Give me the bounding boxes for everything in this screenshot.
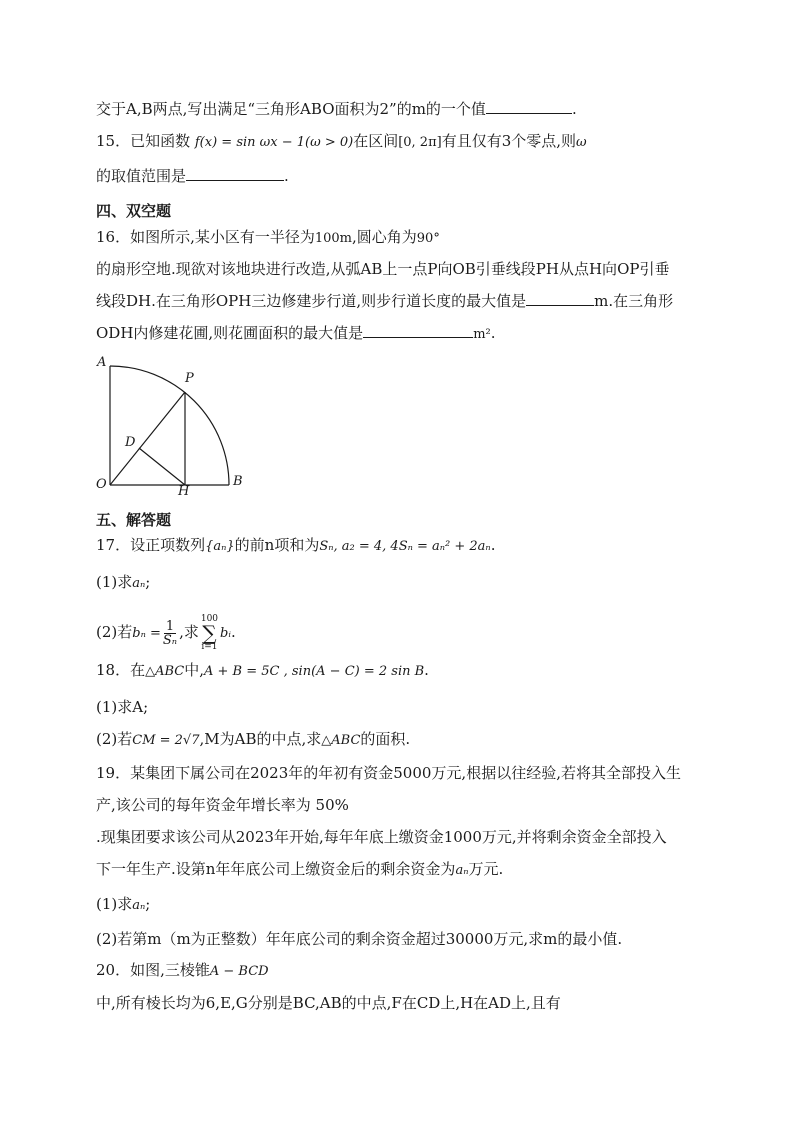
q18-triangle-2: △ABC [321, 733, 361, 748]
q18-cm: CM = 2√7 [132, 733, 200, 748]
sum-symbol: ∑ [202, 621, 217, 645]
question-16-line2: 的扇形空地.现欲对该地块进行改造,从弧AB上一点P向OB引垂线段PH从点H向OP引垂 [96, 260, 670, 278]
question-19-line3: .现集团要求该公司从2023年开始,每年年底上缴资金1000万元,并将剩余资金全部投入 [96, 828, 667, 846]
q20-pyramid: A − BCD [209, 964, 269, 979]
q17-part2-text: (2)若 [96, 623, 133, 641]
q18-part2-text-3: 的面积. [360, 730, 411, 748]
q16-text-4: m.在三角形 [594, 292, 674, 310]
answer-blank-15[interactable] [186, 165, 284, 181]
sum-lower: i=1 [201, 642, 218, 652]
q18-triangle: △ABC [145, 664, 185, 679]
q16-angle: 90° [416, 231, 440, 246]
q19-text: 下一年生产.设第n年年底公司上缴资金后的剩余资金为 [96, 860, 456, 878]
question-17-part2 [96, 614, 236, 652]
question-15 [96, 131, 587, 153]
q18-text: 18．在 [96, 661, 146, 679]
q15-text: 在区间 [353, 132, 399, 150]
answer-blank-16b[interactable] [363, 322, 473, 338]
section-heading-5: 五、解答题 [96, 511, 172, 529]
period: . [424, 661, 429, 679]
question-17-part1 [96, 572, 150, 594]
question-19-part1 [96, 894, 150, 916]
q19-an: aₙ [455, 863, 469, 878]
segment-dh [139, 448, 185, 485]
question-19-line4 [96, 859, 503, 881]
label-h: H [178, 484, 190, 498]
sum-upper: 100 [200, 614, 219, 624]
q17-text: 17．设正项数列 [96, 536, 206, 554]
q17-text-2: 的前n项和为 [234, 536, 320, 554]
q17-formula: Sₙ, a₂ = 4, 4Sₙ = aₙ² + 2aₙ [319, 539, 491, 554]
question-19-line1: 19．某集团下属公司在2023年的年初有资金5000万元,根据以往经验,若将其全部投入生 [96, 764, 681, 782]
question-19-part2: (2)若第m（m为正整数）年年底公司的剩余资金超过30000万元,求m的最小值. [96, 930, 623, 948]
q18-part2-text-2: ,M为AB的中点,求 [199, 730, 322, 748]
q16-unit: m² [473, 327, 491, 342]
q18-formula: A + B = 5C , sin(A − C) = 2 sin B [204, 664, 425, 679]
label-o: O [96, 477, 107, 492]
q16-radius: 100m [314, 231, 352, 246]
q17-part1-an: aₙ [132, 576, 146, 591]
label-d: D [125, 435, 136, 450]
q17-bn: bₙ = [132, 626, 161, 641]
period: . [571, 100, 577, 118]
question-18-part1: (1)求A; [96, 698, 149, 716]
summation [201, 614, 218, 652]
q16-text-2: ,圆心角为 [352, 228, 417, 246]
period: . [284, 167, 289, 185]
q15-function: f(x) = sin ωx − 1(ω > 0) [194, 135, 354, 150]
q15-omega: ω [576, 135, 587, 150]
q14-text: 交于A,B两点,写出满足“三角形ABO面积为2”的m的一个值 [96, 100, 486, 118]
question-16-line3 [96, 290, 673, 311]
label-b: B [233, 474, 243, 489]
q15-interval: [0, 2π] [398, 135, 442, 150]
q14-continuation [96, 98, 577, 119]
section-heading-4: 四、双空题 [96, 202, 172, 220]
semicolon: ; [145, 573, 151, 591]
question-18 [96, 660, 429, 682]
question-20-line2: 中,所有棱长均为6,E,G分别是BC,AB的中点,F在CD上,H在AD上,且有 [96, 994, 561, 1012]
q15-text-3: 的取值范围是 [96, 167, 187, 185]
fraction-denominator: Sₙ [162, 632, 178, 648]
q19-part1-text: (1)求 [96, 895, 133, 913]
fraction [163, 620, 177, 647]
q19-part1-an: aₙ [132, 898, 146, 913]
question-20 [96, 960, 269, 982]
question-16-line4 [96, 322, 496, 345]
question-15-cont [96, 165, 289, 186]
answer-blank-14[interactable] [486, 98, 572, 114]
question-16 [96, 227, 440, 249]
label-p: P [185, 371, 194, 386]
q17-part2-text-2: ,求 [179, 623, 199, 641]
q18-part2-text: (2)若 [96, 730, 133, 748]
period: . [230, 623, 236, 641]
segment-op [110, 392, 185, 485]
q16-text: 16．如图所示,某小区有一半径为 [96, 228, 315, 246]
q20-text: 20．如图,三棱锥 [96, 961, 210, 979]
q15-text-2: 有且仅有3个零点,则 [441, 132, 577, 150]
period: . [490, 324, 496, 342]
q17-bi: bᵢ [220, 626, 231, 641]
question-17 [96, 535, 495, 557]
arc-ab [110, 366, 229, 485]
q17-part1-text: (1)求 [96, 573, 133, 591]
fraction-numerator: 1 [165, 618, 175, 634]
q16-text-3: 线段DH.在三角形OPH三边修建步行道,则步行道长度的最大值是 [96, 292, 527, 310]
sector-diagram [95, 352, 255, 498]
semicolon: ; [145, 895, 151, 913]
q16-text-5: ODH内修建花圃,则花圃面积的最大值是 [96, 324, 364, 342]
answer-blank-16a[interactable] [526, 290, 594, 306]
q18-text-2: 中, [184, 661, 205, 679]
label-a: A [97, 355, 107, 370]
question-19-line2: 产,该公司的每年资金年增长率为 50% [96, 796, 349, 814]
question-18-part2 [96, 729, 410, 751]
q17-sequence: {aₙ} [205, 539, 235, 554]
q15-number: 15．已知函数 [96, 132, 191, 150]
q19-text-2: 万元. [468, 860, 504, 878]
period: . [490, 536, 496, 554]
